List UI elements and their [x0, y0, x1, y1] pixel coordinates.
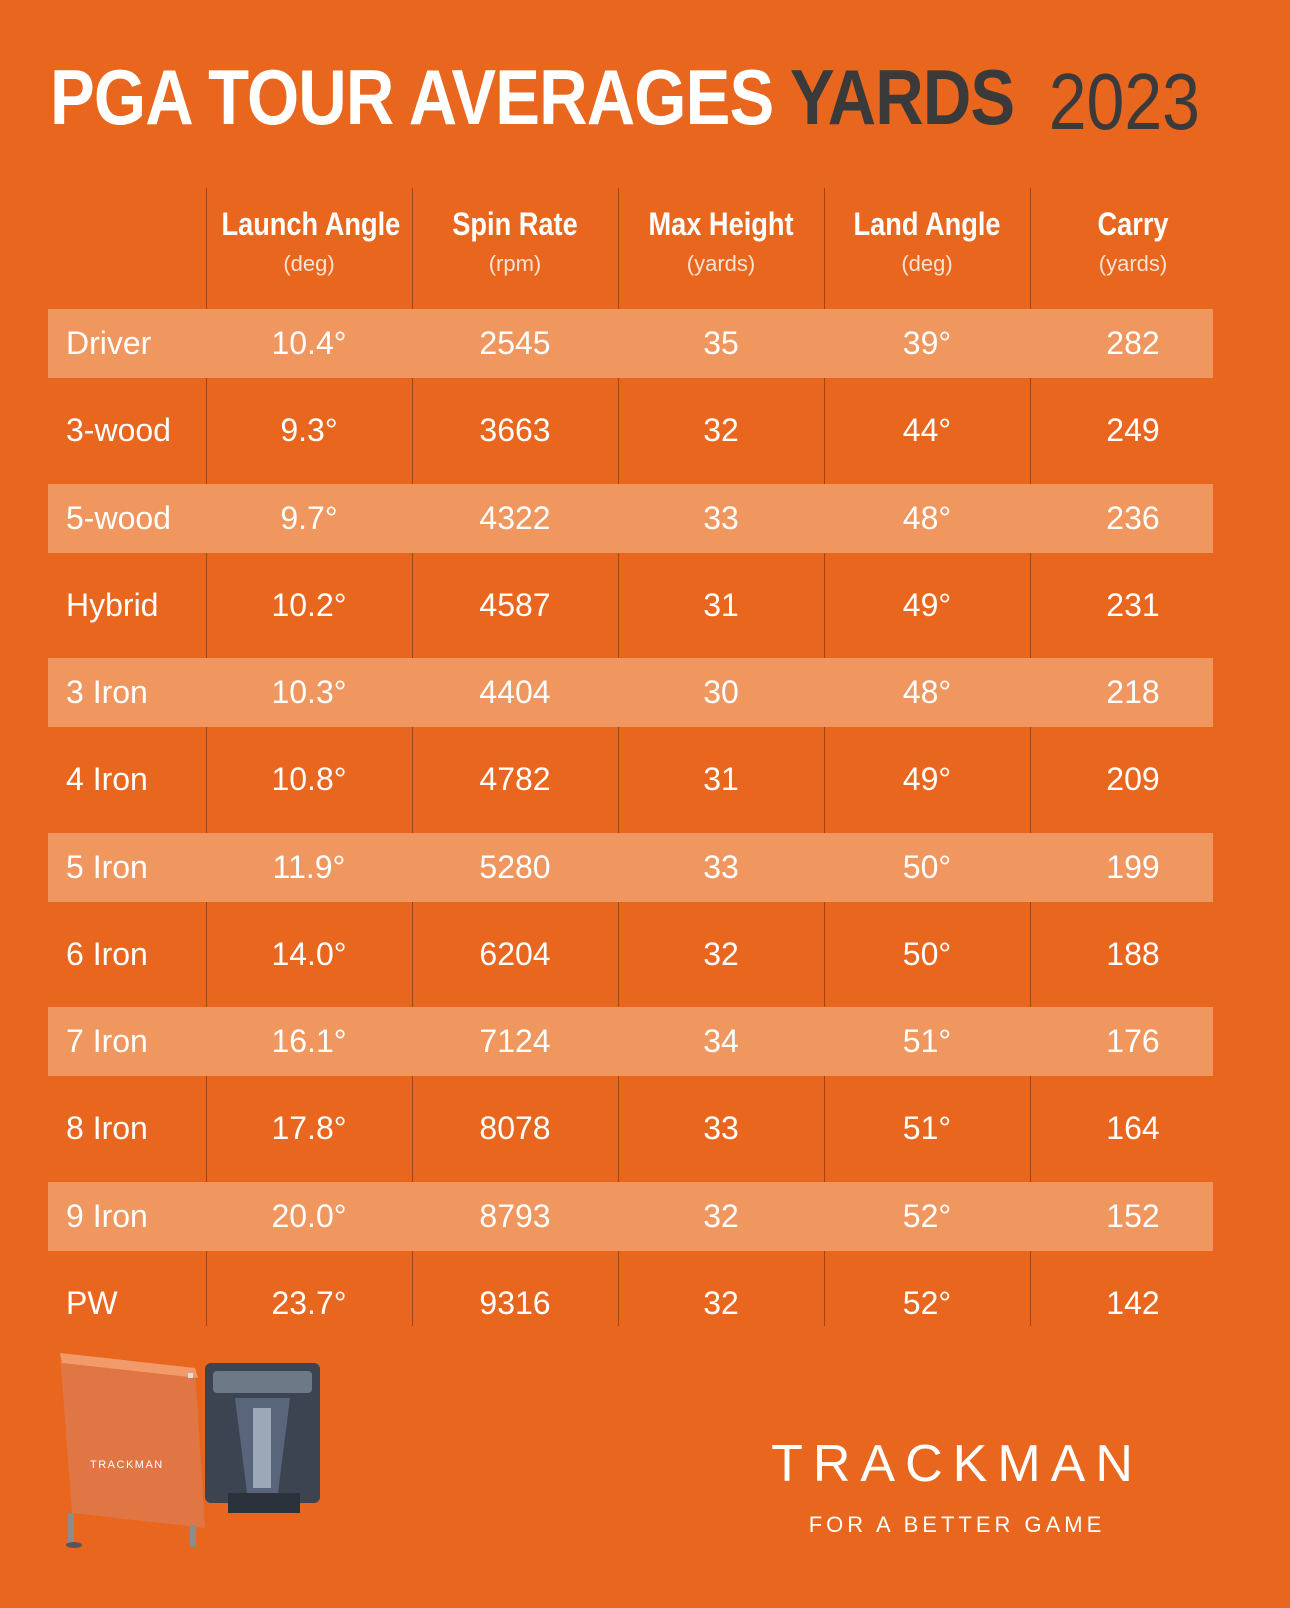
table-row [48, 309, 1213, 378]
column-header [618, 188, 824, 277]
table-row [48, 911, 1213, 999]
table-cell: 10.3° [271, 674, 347, 710]
page-title [50, 53, 1015, 141]
table-cell: 31 [703, 761, 739, 798]
table-cell: 8078 [479, 1110, 551, 1147]
club-name: PW [66, 1284, 118, 1321]
title-accent: YARDS [789, 53, 1015, 141]
table-cell: 50° [902, 848, 952, 885]
table-cell: 152 [1106, 1197, 1160, 1234]
table-cell: 52° [902, 1197, 952, 1234]
column-header-name: Carry [1097, 206, 1169, 242]
club-name: 7 Iron [66, 1023, 148, 1059]
table-row [48, 658, 1213, 727]
table-row [48, 562, 1213, 650]
averages-table [48, 188, 1213, 1347]
trackman-device-icon [50, 1353, 340, 1553]
brand-name: TRACKMAN [771, 1435, 1143, 1493]
club-name: 8 Iron [66, 1110, 148, 1147]
table-cell: 20.0° [271, 1197, 347, 1234]
club-name: 3 Iron [66, 674, 148, 710]
table-cell: 4782 [479, 761, 551, 798]
table-header [48, 188, 1213, 300]
column-header-name: Spin Rate [452, 206, 578, 242]
table-cell: 50° [902, 935, 952, 972]
trackman-device-image [50, 1353, 340, 1558]
column-header-unit: (yards) [1098, 251, 1168, 276]
column-header-unit: (yards) [686, 251, 756, 276]
table-row [48, 484, 1213, 553]
column-header-unit: (deg) [901, 251, 953, 276]
club-name: 3-wood [66, 412, 171, 449]
table-cell: 32 [703, 412, 739, 449]
club-name: 9 Iron [66, 1197, 148, 1234]
table-cell: 142 [1106, 1284, 1160, 1321]
column-header [824, 188, 1030, 277]
table-cell: 8793 [479, 1197, 551, 1234]
table-row [48, 1260, 1213, 1348]
table-cell: 249 [1106, 412, 1160, 449]
table-row [48, 387, 1213, 475]
table-cell: 49° [902, 586, 952, 623]
table-cell: 4404 [479, 674, 551, 710]
table-cell: 33 [703, 848, 739, 885]
club-name: 5-wood [66, 499, 171, 536]
table-cell: 6204 [479, 935, 551, 972]
table-body [48, 309, 1213, 1347]
table-row [48, 1007, 1213, 1076]
table-row [48, 736, 1213, 824]
column-header-unit: (deg) [283, 251, 335, 276]
table-cell: 209 [1106, 761, 1160, 798]
table-cell: 9.7° [280, 499, 338, 536]
table-cell: 31 [703, 586, 739, 623]
column-header [206, 188, 412, 277]
table-row [48, 1085, 1213, 1173]
table-cell: 4322 [479, 499, 551, 536]
table-cell: 176 [1106, 1023, 1160, 1059]
table-cell: 39° [902, 325, 952, 361]
table-cell: 51° [902, 1110, 952, 1147]
year-label: 2023 [1048, 57, 1200, 146]
table-cell: 7124 [479, 1023, 551, 1059]
table-cell: 17.8° [271, 1110, 347, 1147]
club-name: 6 Iron [66, 935, 148, 972]
title-main: PGA TOUR AVERAGES [50, 53, 774, 141]
table-cell: 52° [902, 1284, 952, 1321]
table-cell: 10.2° [271, 586, 347, 623]
table-cell: 231 [1106, 586, 1160, 623]
table-cell: 30 [703, 674, 739, 710]
table-cell: 5280 [479, 848, 551, 885]
table-cell: 2545 [479, 325, 551, 361]
table-cell: 48° [902, 674, 952, 710]
table-cell: 188 [1106, 935, 1160, 972]
table-cell: 218 [1106, 674, 1160, 710]
table-cell: 10.8° [271, 761, 347, 798]
table-cell: 3663 [479, 412, 551, 449]
table-cell: 23.7° [271, 1284, 347, 1321]
table-cell: 164 [1106, 1110, 1160, 1147]
table-cell: 236 [1106, 499, 1160, 536]
table-cell: 34 [703, 1023, 739, 1059]
column-header [412, 188, 618, 277]
table-cell: 9316 [479, 1284, 551, 1321]
table-cell: 11.9° [272, 848, 346, 885]
device-label: TRACKMAN [90, 1459, 164, 1471]
table-cell: 9.3° [280, 412, 338, 449]
table-cell: 33 [703, 499, 739, 536]
column-header-name: Launch Angle [221, 206, 401, 242]
table-cell: 49° [902, 761, 952, 798]
table-row [48, 833, 1213, 902]
table-cell: 282 [1106, 325, 1160, 361]
table-cell: 48° [902, 499, 952, 536]
trackman-logo [712, 1435, 1202, 1538]
table-cell: 32 [703, 1284, 739, 1321]
column-header-name: Max Height [648, 206, 794, 242]
table-cell: 4587 [479, 586, 551, 623]
table-cell: 10.4° [271, 325, 347, 361]
table-cell: 32 [703, 935, 739, 972]
club-name: Hybrid [66, 586, 159, 623]
table-cell: 199 [1106, 848, 1160, 885]
club-name: 5 Iron [66, 848, 148, 885]
table-cell: 44° [902, 412, 952, 449]
table-cell: 51° [902, 1023, 952, 1059]
column-header-name: Land Angle [853, 206, 1001, 242]
table-cell: 32 [703, 1197, 739, 1234]
club-name: Driver [66, 325, 152, 361]
table-cell: 16.1° [271, 1023, 347, 1059]
column-header [1030, 188, 1236, 277]
table-cell: 35 [703, 325, 739, 361]
table-cell: 14.0° [271, 935, 347, 972]
brand-tagline: FOR A BETTER GAME [808, 1512, 1106, 1537]
table-cell: 33 [703, 1110, 739, 1147]
club-name: 4 Iron [66, 761, 148, 798]
table-row [48, 1182, 1213, 1251]
column-header-unit: (rpm) [488, 251, 542, 276]
